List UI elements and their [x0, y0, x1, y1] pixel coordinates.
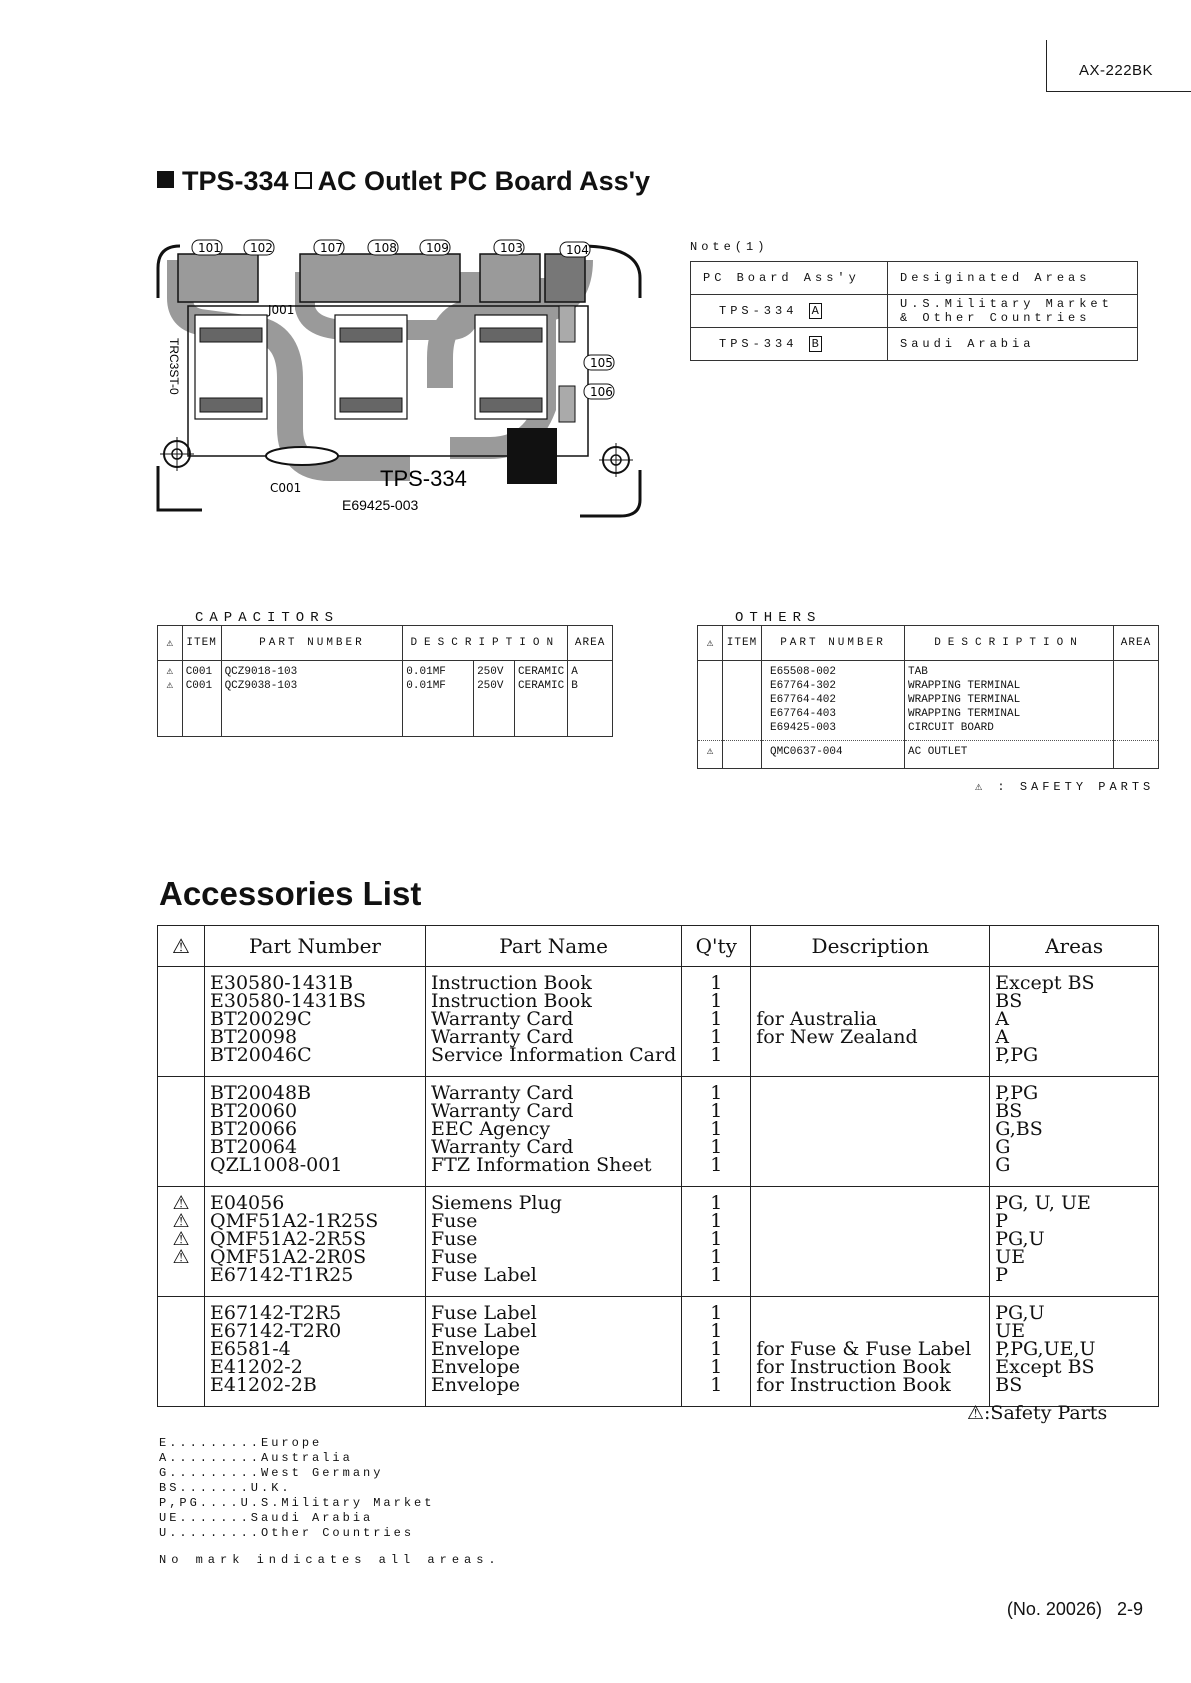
accessories-group [158, 967, 1159, 1077]
description: for Instruction Book [756, 1374, 951, 1396]
note-area-line: Saudi Arabia [900, 337, 1035, 351]
area-value: B [571, 680, 578, 692]
label-j001: J001 [268, 303, 295, 317]
areas-cell [990, 1077, 1159, 1187]
header-item: ITEM [182, 626, 221, 661]
capacitors-table [157, 625, 613, 737]
warning-icon: ⚠ [166, 666, 174, 678]
part-name: Fuse [431, 1210, 478, 1232]
description: WRAPPING TERMINAL [908, 680, 1021, 692]
note-area-cell [888, 295, 1138, 328]
description: for New Zealand [756, 1026, 918, 1048]
qty-cell [682, 1077, 751, 1187]
qty: 1 [710, 1210, 723, 1232]
marks-cell [158, 1297, 205, 1407]
description: CIRCUIT BOARD [908, 722, 994, 734]
section-title [157, 166, 650, 197]
others-header-row [698, 626, 1159, 661]
part-name: Envelope [431, 1356, 521, 1378]
part-number: QZL1008-001 [210, 1154, 343, 1176]
item-cell [723, 661, 762, 741]
capacitance: 0.01MF [406, 680, 446, 692]
part-number: BT20048B [210, 1082, 312, 1104]
item-cell [723, 741, 762, 769]
part-number: E41202-2 [210, 1356, 303, 1378]
marks-cell [158, 967, 205, 1077]
connector-109: 109 [426, 241, 449, 255]
accessories-group [158, 1297, 1159, 1407]
qty: 1 [710, 1320, 723, 1342]
note-header-board: PC Board Ass'y [691, 262, 888, 295]
note-header-row [691, 262, 1138, 295]
part-number: E67142-T2R0 [210, 1320, 342, 1342]
part-number: E69425-003 [770, 722, 837, 734]
board-outline-bottom-left [158, 466, 202, 510]
desc-cell [905, 661, 1114, 741]
model-number: AX-222BK [1079, 62, 1154, 79]
qty: 1 [710, 972, 723, 994]
connector-102: 102 [250, 241, 273, 255]
type-cell [515, 661, 568, 737]
part-name: FTZ Information Sheet [431, 1154, 652, 1176]
mounting-hole-right [599, 443, 633, 477]
legend-note: No mark indicates all areas. [159, 1553, 501, 1567]
part-name: Service Information Card [431, 1044, 677, 1066]
socket-pin-2a [340, 328, 402, 342]
qty: 1 [710, 1154, 723, 1176]
part-number: BT20066 [210, 1118, 298, 1140]
part-name: Siemens Plug [431, 1192, 562, 1214]
part-number: BT20060 [210, 1100, 298, 1122]
part-number-cell [205, 1077, 426, 1187]
header-area: AREA [1114, 626, 1159, 661]
connector-block-107-109 [300, 254, 460, 302]
document-number: (No. 20026) [1006, 1599, 1102, 1619]
note-board-name: TPS-334 [719, 337, 798, 351]
area: BS [995, 990, 1023, 1012]
qty: 1 [710, 1008, 723, 1030]
header-description: Description [751, 926, 990, 967]
accessories-header-row [158, 926, 1159, 967]
item-cell [182, 661, 221, 737]
header-description: DESCRIPTION [905, 626, 1114, 661]
connector-101: 101 [198, 241, 221, 255]
filled-square-icon [157, 171, 174, 188]
part-name: Fuse Label [431, 1320, 537, 1342]
header-areas: Areas [990, 926, 1159, 967]
part-name-cell [426, 1297, 682, 1407]
accessories-group [158, 1077, 1159, 1187]
marks-cell [158, 1077, 205, 1187]
legend-item: BS.......U.K. [159, 1481, 292, 1495]
warning-icon: ⚠ [158, 926, 205, 967]
description [756, 1046, 984, 1064]
part-name: Instruction Book [431, 990, 592, 1012]
part-number: QMF51A2-2R5S [210, 1228, 367, 1250]
note-row [691, 295, 1138, 328]
warning-icon: ⚠ [172, 1228, 190, 1250]
area: A [995, 1008, 1009, 1030]
qty: 1 [710, 1044, 723, 1066]
legend-item: G.........West Germany [159, 1466, 384, 1480]
note-variant-badge: A [809, 303, 822, 319]
description: WRAPPING TERMINAL [908, 708, 1021, 720]
connector-104: 104 [566, 243, 589, 257]
part-number-cell [205, 1297, 426, 1407]
qty: 1 [710, 1136, 723, 1158]
value-cell [403, 661, 474, 737]
qty: 1 [710, 1374, 723, 1396]
area: P,PG,UE,U [995, 1338, 1096, 1360]
connector-block-103 [480, 254, 540, 302]
open-square-icon [295, 172, 312, 189]
capacitors-body-row [158, 661, 613, 737]
warning-icon: ⚠ [698, 741, 723, 769]
black-label-block [507, 428, 557, 484]
area-cell [1114, 661, 1159, 741]
warning-icon: ⚠ [172, 1246, 190, 1268]
part-number: QMF51A2-1R25S [210, 1210, 379, 1232]
others-safety-note: ⚠ : SAFETY PARTS [975, 780, 1155, 794]
note-board-name: TPS-334 [719, 304, 798, 318]
area: PG,U [995, 1302, 1045, 1324]
item-value: C001 [185, 666, 213, 678]
qty: 1 [710, 1192, 723, 1214]
description: for Australia [756, 1008, 878, 1030]
qty: 1 [710, 1026, 723, 1048]
legend-item: A.........Australia [159, 1451, 353, 1465]
part-number-cell [205, 1187, 426, 1297]
others-title: OTHERS [735, 610, 822, 626]
description-cell [751, 1187, 990, 1297]
description [756, 1304, 984, 1322]
socket-pin-2b [340, 398, 402, 412]
note-board-cell [691, 328, 888, 361]
area: P,PG [995, 1044, 1039, 1066]
area: Except BS [995, 1356, 1095, 1378]
qty-cell [682, 1297, 751, 1407]
part-number: BT20064 [210, 1136, 298, 1158]
header-part-name: Part Name [426, 926, 682, 967]
qty: 1 [710, 1100, 723, 1122]
header-part-number: PART NUMBER [221, 626, 403, 661]
connector-107: 107 [320, 241, 343, 255]
legend-item: U.........Other Countries [159, 1526, 415, 1540]
areas-cell [990, 1187, 1159, 1297]
qty: 1 [710, 1264, 723, 1286]
part-name: Fuse Label [431, 1302, 537, 1324]
accessories-table [157, 925, 1159, 1407]
area-legend [159, 1436, 434, 1541]
qty: 1 [710, 990, 723, 1012]
legend-item: P,PG....U.S.Military Market [159, 1496, 435, 1510]
part-name: Warranty Card [431, 1026, 574, 1048]
part-name: Warranty Card [431, 1082, 574, 1104]
area-value: A [571, 666, 578, 678]
tab-terminal-lower [559, 386, 575, 422]
header-part-number: Part Number [205, 926, 426, 967]
note-label: Note(1) [690, 240, 769, 254]
connector-103: 103 [500, 241, 523, 255]
mounting-hole-left [160, 437, 194, 471]
capacitor-c001 [266, 447, 338, 465]
part-number: E67142-T2R5 [210, 1302, 342, 1324]
label-side-code: TRC3ST-0 [167, 338, 181, 395]
part-number: E67764-302 [770, 680, 837, 692]
others-body-row [698, 661, 1159, 741]
part-number: BT20098 [210, 1026, 298, 1048]
part-number: E6581-4 [210, 1338, 291, 1360]
part-number: QMF51A2-2R0S [210, 1246, 367, 1268]
qty: 1 [710, 1118, 723, 1140]
part-number: E67142-T1R25 [210, 1264, 354, 1286]
qty-cell [682, 1187, 751, 1297]
area: P,PG [995, 1082, 1039, 1104]
connector-block-101-102 [178, 254, 258, 302]
note-area-line: & Other Countries [900, 311, 1091, 325]
area: BS [995, 1100, 1023, 1122]
label-c001: C001 [270, 481, 302, 495]
qty: 1 [710, 1356, 723, 1378]
area: UE [995, 1246, 1026, 1268]
part-name: Warranty Card [431, 1100, 574, 1122]
capacitor-type: CERAMIC [518, 666, 565, 678]
warning-icon: ⚠ [698, 626, 723, 661]
item-value: C001 [185, 680, 213, 692]
note-table [690, 261, 1138, 361]
part-number: E04056 [210, 1192, 285, 1214]
area-cell [568, 661, 613, 737]
area: P [995, 1210, 1009, 1232]
others-table [697, 625, 1159, 769]
note-board-cell [691, 295, 888, 328]
part-name: Instruction Book [431, 972, 592, 994]
section-code: TPS-334 [182, 166, 289, 196]
description: for Fuse & Fuse Label [756, 1338, 972, 1360]
qty: 1 [710, 1228, 723, 1250]
header-qty: Q'ty [682, 926, 751, 967]
part-name: Envelope [431, 1374, 521, 1396]
part-number: E41202-2B [210, 1374, 317, 1396]
socket-pin-1a [200, 328, 262, 342]
area: UE [995, 1320, 1026, 1342]
part-name: EEC Agency [431, 1118, 551, 1140]
qty: 1 [710, 1302, 723, 1324]
area: G [995, 1154, 1011, 1176]
part-number-cell [205, 967, 426, 1077]
part-name-cell [426, 1187, 682, 1297]
connector-block-104 [545, 254, 585, 302]
part-cell [762, 661, 905, 741]
part-name: Fuse [431, 1246, 478, 1268]
legend-item: UE.......Saudi Arabia [159, 1511, 374, 1525]
qty: 1 [710, 1082, 723, 1104]
area: A [995, 1026, 1009, 1048]
label-board-part: E69425-003 [342, 497, 419, 513]
area: G [995, 1136, 1011, 1158]
header-item: ITEM [723, 626, 762, 661]
warning-icon: ⚠ [166, 680, 174, 692]
capacitance: 0.01MF [406, 666, 446, 678]
legend-item: E.........Europe [159, 1436, 323, 1450]
accessories-safety-note: ⚠:Safety Parts [967, 1402, 1108, 1424]
warning-icon: ⚠ [158, 626, 183, 661]
page-number: 2-9 [1116, 1599, 1143, 1619]
part-number: QCZ9018-103 [224, 666, 298, 678]
accessories-title: Accessories List [159, 875, 422, 912]
note-variant-badge: B [809, 336, 822, 352]
marks-cell [698, 661, 723, 741]
connector-105: 105 [590, 356, 613, 370]
socket-pin-3a [480, 328, 542, 342]
qty-cell [682, 967, 751, 1077]
part-number: E30580-1431B [210, 972, 354, 994]
capacitors-header-row [158, 626, 613, 661]
marks-cell [158, 1187, 205, 1297]
model-header [1046, 40, 1191, 92]
area: PG,U [995, 1228, 1045, 1250]
area: P [995, 1264, 1009, 1286]
pc-board-diagram [150, 238, 650, 528]
areas-cell [990, 1297, 1159, 1407]
header-description: DESCRIPTION [403, 626, 568, 661]
capacitors-title: CAPACITORS [195, 610, 340, 626]
note-header-area: Desiginated Areas [888, 262, 1138, 295]
description: AC OUTLET [905, 741, 1114, 769]
part-number: E67764-402 [770, 694, 837, 706]
note-area-cell [888, 328, 1138, 361]
voltage-cell [474, 661, 515, 737]
qty: 1 [710, 1246, 723, 1268]
part-cell [221, 661, 403, 737]
area: G,BS [995, 1118, 1043, 1140]
qty: 1 [710, 1338, 723, 1360]
area: BS [995, 1374, 1023, 1396]
header-area: AREA [568, 626, 613, 661]
tab-terminal-upper [559, 306, 575, 342]
socket-pin-3b [480, 398, 542, 412]
part-number: BT20046C [210, 1044, 312, 1066]
part-name: Fuse [431, 1228, 478, 1250]
description: for Instruction Book [756, 1356, 951, 1378]
note-area-line: U.S.Military Market [900, 297, 1113, 311]
description-cell [751, 967, 990, 1077]
area: PG, U, UE [995, 1192, 1091, 1214]
header-part-number: PART NUMBER [762, 626, 905, 661]
description: WRAPPING TERMINAL [908, 694, 1021, 706]
connector-106: 106 [590, 385, 613, 399]
description-cell [751, 1297, 990, 1407]
note-row [691, 328, 1138, 361]
part-number: QCZ9038-103 [224, 680, 298, 692]
description: TAB [908, 666, 928, 678]
part-number: E65508-002 [770, 666, 837, 678]
others-safety-row [698, 741, 1159, 769]
description-cell [751, 1077, 990, 1187]
area: Except BS [995, 972, 1095, 994]
part-name: Fuse Label [431, 1264, 537, 1286]
areas-cell [990, 967, 1159, 1077]
part-number: E67764-403 [770, 708, 837, 720]
accessories-group [158, 1187, 1159, 1297]
part-number: QMC0637-004 [762, 741, 905, 769]
socket-pin-1b [200, 398, 262, 412]
section-name: AC Outlet PC Board Ass'y [317, 166, 651, 196]
description [756, 974, 984, 992]
connector-108: 108 [374, 241, 397, 255]
capacitor-type: CERAMIC [518, 680, 565, 692]
board-outline-bottom-right [580, 470, 640, 516]
part-name: Envelope [431, 1338, 521, 1360]
warning-icon: ⚠ [172, 1210, 190, 1232]
part-number: E30580-1431BS [210, 990, 367, 1012]
area-cell [1114, 741, 1159, 769]
marks-cell [158, 661, 183, 737]
part-name: Warranty Card [431, 1008, 574, 1030]
part-name: Warranty Card [431, 1136, 574, 1158]
part-name-cell [426, 1077, 682, 1187]
part-number: BT20029C [210, 1008, 312, 1030]
voltage: 250V [477, 666, 504, 678]
label-board-name: TPS-334 [380, 466, 467, 491]
part-name-cell [426, 967, 682, 1077]
page-footer [1007, 1599, 1143, 1620]
voltage: 250V [477, 680, 504, 692]
warning-icon: ⚠ [172, 1192, 190, 1214]
